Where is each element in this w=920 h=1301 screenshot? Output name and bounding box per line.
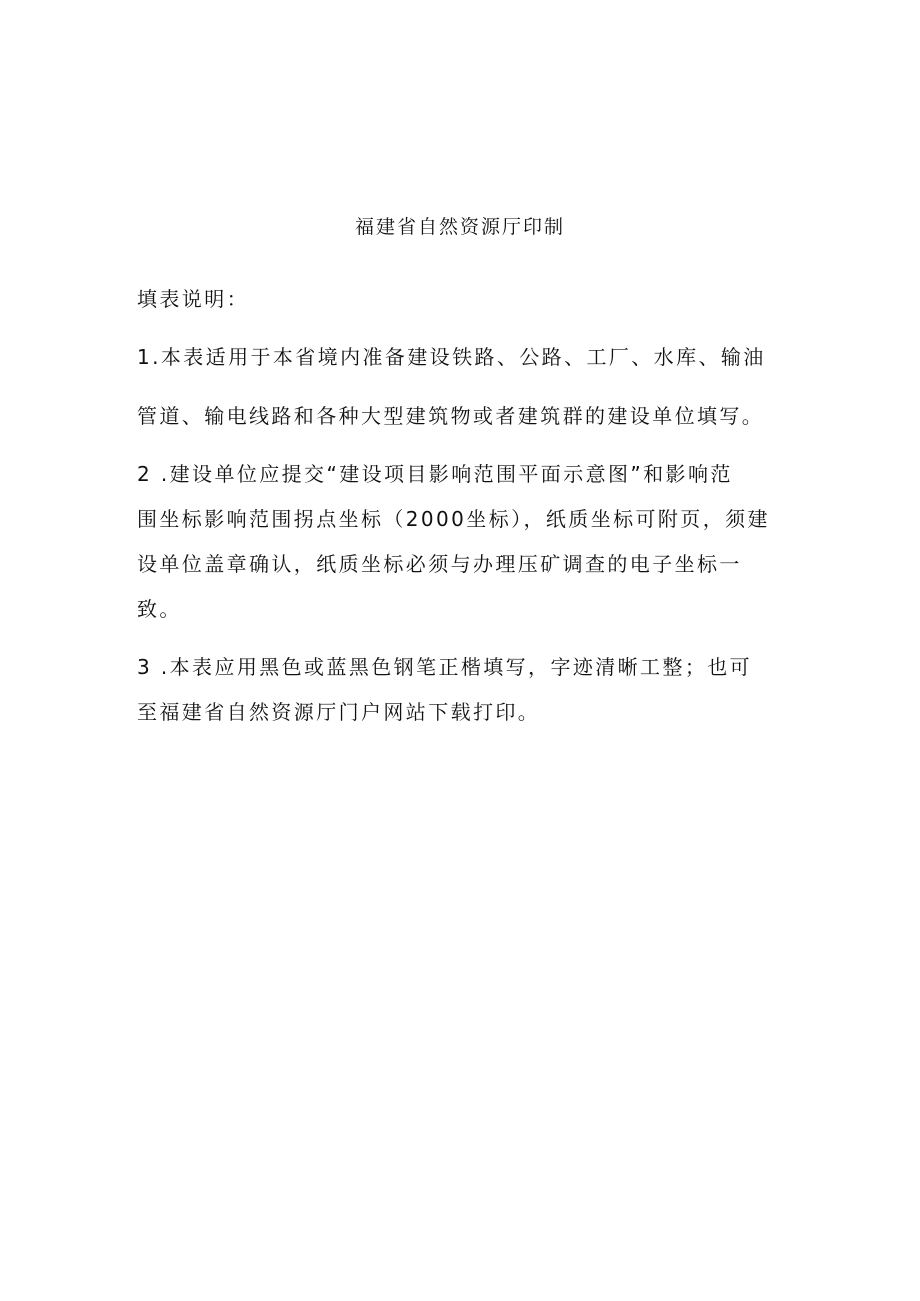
instruction-1-line-2: 管道、输电线路和各种大型建筑物或者建筑群的建设单位填写。 <box>137 404 765 428</box>
instruction-1-line-1: 1.本表适用于本省境内准备建设铁路、公路、工厂、水库、输油 <box>137 345 766 369</box>
instruction-3-line-2: 至福建省自然资源厅门户网站下载打印。 <box>137 700 541 724</box>
instruction-2-line-4: 致。 <box>137 597 182 621</box>
instructions-heading: 填表说明： <box>137 287 249 311</box>
instruction-item-3 <box>137 650 797 729</box>
instruction-2-line-1: 2 .建设单位应提交“建设项目影响范围平面示意图”和影响范 <box>137 462 733 486</box>
instruction-item-1 <box>137 340 797 433</box>
instruction-item-2 <box>137 457 797 626</box>
instruction-2-line-2: 围坐标影响范围拐点坐标（2000坐标），纸质坐标可附页，须建 <box>137 507 770 531</box>
instruction-2-line-3: 设单位盖章确认，纸质坐标必须与办理压矿调查的电子坐标一 <box>137 552 742 576</box>
instruction-3-line-1: 3 .本表应用黑色或蓝黑色钢笔正楷填写，字迹清晰工整；也可 <box>137 655 753 679</box>
printed-by-line: 福建省自然资源厅印制 <box>354 216 565 238</box>
instructions-section <box>137 282 797 753</box>
